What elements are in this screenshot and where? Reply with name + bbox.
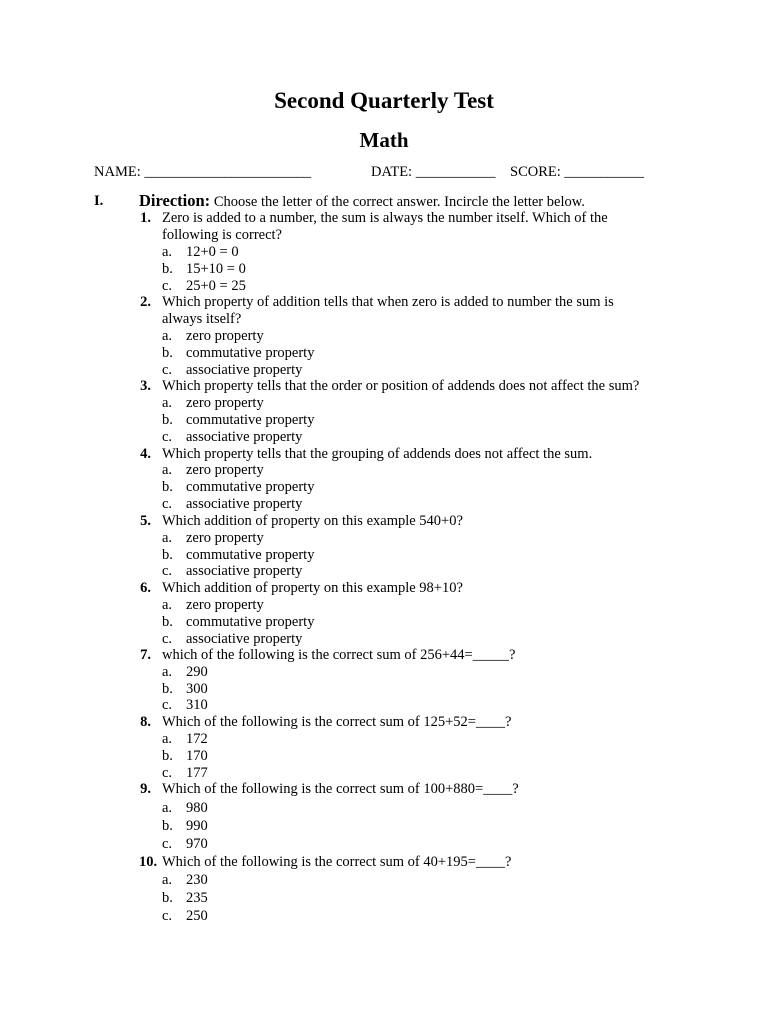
option-text: 25+0 = 25 (186, 278, 246, 294)
option-letter: b. (162, 547, 173, 563)
option-letter: b. (162, 890, 173, 906)
option-letter: a. (162, 244, 173, 260)
subject-title: Math (359, 128, 409, 152)
option-letter: c. (162, 278, 173, 294)
question-text: Zero is added to a number, the sum is always the number itself. Which of the following is correct? (162, 210, 608, 243)
page-title: Second Quarterly Test (274, 88, 494, 113)
option-text: 15+10 = 0 (186, 261, 246, 277)
option-text: associative property (186, 496, 303, 512)
option-letter: b. (162, 614, 173, 630)
score-field[interactable]: SCORE: ___________ (510, 164, 645, 180)
option-text: associative property (186, 563, 303, 579)
question-text: which of the following is the correct sum of 256+44=_____? (162, 647, 516, 663)
question-number: 8. (140, 714, 151, 730)
option-text: 250 (186, 908, 208, 924)
question-text: Which of the following is the correct sum of 125+52=____? (162, 714, 512, 730)
option-letter: a. (162, 597, 173, 613)
option-letter: b. (162, 681, 173, 697)
question-number: 2. (140, 294, 151, 310)
option-text: zero property (186, 530, 264, 546)
question-number: 5. (140, 513, 151, 529)
option-letter: a. (162, 530, 173, 546)
question-text: Which of the following is the correct sum of 40+195=____? (162, 854, 512, 870)
option-letter: c. (162, 496, 173, 512)
option-text: zero property (186, 597, 264, 613)
option-letter: a. (162, 395, 173, 411)
option-letter: b. (162, 748, 173, 764)
option-letter: b. (162, 412, 173, 428)
question-text: Which of the following is the correct sum of 100+880=____? (162, 781, 519, 797)
option-text: 177 (186, 765, 208, 781)
question-number: 7. (140, 647, 151, 663)
question-number: 3. (140, 378, 151, 394)
option-text: 230 (186, 872, 208, 888)
question-text: Which addition of property on this example 540+0? (162, 513, 463, 529)
option-letter: b. (162, 345, 173, 361)
option-letter: c. (162, 908, 173, 924)
option-text: 12+0 = 0 (186, 244, 239, 260)
option-text: 172 (186, 731, 208, 747)
question-number: 10. (139, 854, 158, 870)
option-text: commutative property (186, 614, 315, 630)
option-text: 970 (186, 836, 208, 852)
option-text: 990 (186, 818, 208, 834)
question-number: 4. (140, 446, 151, 462)
name-field[interactable]: NAME: _______________________ (94, 164, 312, 180)
option-letter: b. (162, 818, 173, 834)
section-number: I. (94, 193, 104, 209)
question-text: Which addition of property on this example 98+10? (162, 580, 463, 596)
option-text: commutative property (186, 345, 315, 361)
option-letter: a. (162, 731, 173, 747)
option-text: zero property (186, 395, 264, 411)
option-letter: c. (162, 765, 173, 781)
date-field[interactable]: DATE: ___________ (371, 164, 496, 180)
option-text: zero property (186, 328, 264, 344)
option-text: commutative property (186, 412, 315, 428)
option-text: zero property (186, 462, 264, 478)
question-number: 9. (140, 781, 151, 797)
option-text: 310 (186, 697, 208, 713)
option-letter: c. (162, 836, 173, 852)
option-letter: c. (162, 697, 173, 713)
option-letter: b. (162, 261, 173, 277)
question-text: Which property tells that the order or position of addends does not affect the sum? (162, 378, 640, 394)
option-text: associative property (186, 429, 303, 445)
option-text: 170 (186, 748, 208, 764)
option-letter: a. (162, 462, 173, 478)
question-number: 6. (140, 580, 151, 596)
option-text: 980 (186, 800, 208, 816)
question-number: 1. (140, 210, 151, 226)
option-letter: b. (162, 479, 173, 495)
option-letter: a. (162, 328, 173, 344)
option-letter: a. (162, 872, 173, 888)
option-letter: c. (162, 429, 173, 445)
question-text: Which property tells that the grouping of addends does not affect the sum. (162, 446, 593, 462)
option-letter: a. (162, 664, 173, 680)
option-letter: a. (162, 800, 173, 816)
direction (139, 191, 585, 211)
option-letter: c. (162, 563, 173, 579)
direction-label: Direction: (139, 191, 211, 210)
option-letter: c. (162, 631, 173, 647)
option-text: 290 (186, 664, 208, 680)
option-text: 300 (186, 681, 208, 697)
option-text: associative property (186, 631, 303, 647)
option-text: commutative property (186, 547, 315, 563)
question-text: Which property of addition tells that when zero is added to number the sum is always itself? (162, 294, 614, 327)
option-text: associative property (186, 362, 303, 378)
option-text: commutative property (186, 479, 315, 495)
direction-text: Choose the letter of the correct answer. Incircle the letter below. (210, 194, 585, 210)
option-text: 235 (186, 890, 208, 906)
option-letter: c. (162, 362, 173, 378)
